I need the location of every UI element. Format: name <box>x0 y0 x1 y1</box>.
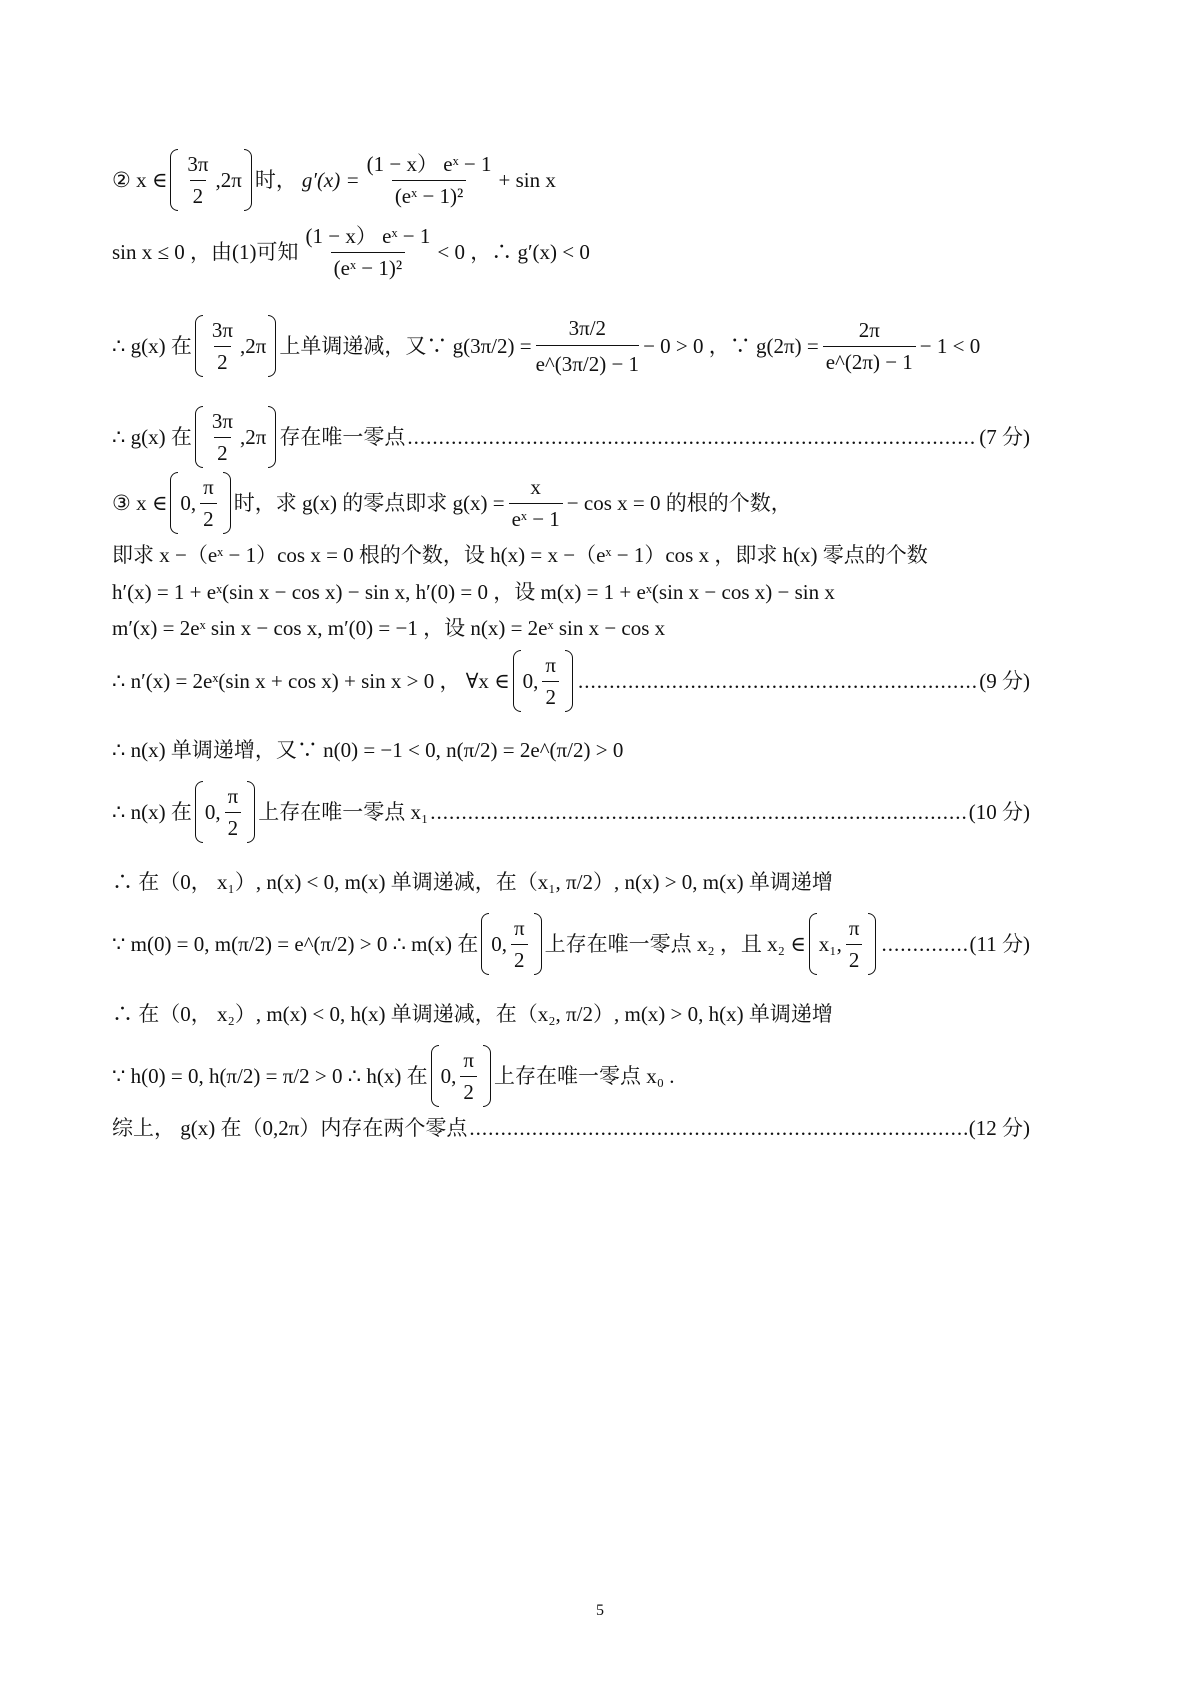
frac-num: π <box>848 916 860 941</box>
frac-num: 2π <box>858 318 880 343</box>
frac-num: π <box>514 916 525 941</box>
interval-start: 0, <box>440 1063 457 1088</box>
frac-num: 3π <box>187 152 209 177</box>
frac-den: 2 <box>511 944 528 972</box>
line-3-a: ∴ g(x) 在 <box>112 333 192 358</box>
interval-end: ,2π <box>215 167 242 192</box>
line-4 <box>112 405 1030 469</box>
page-number: 5 <box>596 1602 604 1619</box>
line-15 <box>112 1044 1030 1108</box>
leader-dots <box>879 932 967 956</box>
line-13-b: 上存在唯一零点 x₂ ，且 x₂ ∈ <box>544 931 806 956</box>
interval-3pi2-2pi <box>195 315 276 377</box>
interval-end: ,2π <box>239 333 267 358</box>
line-11-a: ∴ n(x) 在 <box>112 799 192 824</box>
frac-den: (eˣ − 1)² <box>331 252 406 280</box>
line-12 <box>112 860 1030 904</box>
frac-num: π <box>203 475 214 500</box>
score-10: (10 分) <box>968 799 1030 824</box>
line-15-b: 上存在唯一零点 x₀ . <box>493 1063 675 1088</box>
line-15-a: ∵ h(0) = 0, h(π/2) = π/2 > 0 ∴ h(x) 在 <box>112 1063 428 1088</box>
interval-3pi2-2pi <box>170 149 251 211</box>
score-11: (11 分) <box>969 931 1030 956</box>
line-8-text: m′(x) = 2eˣ sin x − cos x, m′(0) = −1 ，设 n(x) = 2eˣ sin x − cos x <box>112 615 666 640</box>
frac-den: e^(3π/2) − 1 <box>536 345 639 376</box>
line-11-b: 上存在唯一零点 x₁ <box>258 799 429 824</box>
line-1-prefix: ② x ∈ <box>112 167 168 192</box>
frac-num: 3π/2 <box>568 316 607 341</box>
interval-0-pi2 <box>431 1045 491 1107</box>
line-12-text: ∴ 在（0， x₁）, n(x) < 0, m(x) 单调递减，在（x₁, π/2）, n(x) > 0, m(x) 单调递增 <box>112 869 833 894</box>
line-14-text: ∴ 在（0， x₂）, m(x) < 0, h(x) 单调递减，在（x₂, π/2）, m(x) > 0, h(x) 单调递增 <box>112 1001 833 1026</box>
interval-start: 0, <box>180 490 197 515</box>
frac-den: 2 <box>214 437 231 465</box>
line-14 <box>112 992 1030 1036</box>
line-7 <box>112 577 1030 607</box>
frac-den: 2 <box>214 346 231 374</box>
line-8 <box>112 613 1030 643</box>
frac-den: 2 <box>190 180 207 208</box>
frac-num: (1 − x） eˣ − 1 <box>305 224 431 249</box>
line-6-text: 即求 x −（eˣ − 1）cos x = 0 根的个数，设 h(x) = x −（eˣ − 1）cos x ，即求 h(x) 零点的个数 <box>112 542 928 567</box>
line-5-b: 时，求 g(x) 的零点即求 g(x) = <box>233 490 505 515</box>
line-3-c: − 0 > 0 ，∵ g(2π) = <box>643 333 819 358</box>
line-5 <box>112 472 1030 534</box>
score-7: (7 分) <box>979 424 1030 449</box>
line-11 <box>112 780 1030 844</box>
frac-den: 2 <box>460 1076 477 1104</box>
interval-3pi2-2pi <box>195 406 276 468</box>
line-4-a: ∴ g(x) 在 <box>112 424 192 449</box>
leader-dots <box>405 425 977 449</box>
line-2-b: < 0 ，∴ g′(x) < 0 <box>437 239 590 264</box>
lemma-fraction <box>303 224 434 279</box>
line-7-text: h′(x) = 1 + eˣ(sin x − cos x) − sin x, h′(0) = 0 ，设 m(x) = 1 + eˣ(sin x − cos x) − sin x <box>112 579 835 604</box>
line-1-tail: + sin x <box>498 167 556 192</box>
line-1-when: 时， <box>254 167 297 192</box>
line-2 <box>112 222 1030 282</box>
line-1-lhs: g′(x) = <box>301 167 360 192</box>
g-2pi-fraction <box>823 318 916 373</box>
line-3-d: − 1 < 0 <box>919 333 981 358</box>
score-9: (9 分) <box>979 668 1030 693</box>
line-6 <box>112 540 1030 570</box>
frac-den: 2 <box>200 503 217 531</box>
interval-0-pi2 <box>170 472 230 534</box>
frac-den: 2 <box>542 681 559 709</box>
derivative-fraction <box>364 152 495 207</box>
interval-start: x₁, <box>818 931 842 956</box>
frac-num: π <box>463 1048 474 1073</box>
line-9 <box>112 649 1030 713</box>
leader-dots <box>576 669 977 693</box>
line-5-a: ③ x ∈ <box>112 490 168 515</box>
line-3 <box>112 290 1030 402</box>
interval-start: 0, <box>204 799 221 824</box>
frac-den: e^(2π) − 1 <box>823 346 916 374</box>
line-9-a: ∴ n′(x) = 2eˣ(sin x + cos x) + sin x > 0 ， ∀x ∈ <box>112 668 510 693</box>
g-3pi2-fraction <box>536 316 639 375</box>
line-13-a: ∵ m(0) = 0, m(π/2) = e^(π/2) > 0 ∴ m(x) 在 <box>112 931 479 956</box>
line-16-a: 综上， g(x) 在（0,2π）内存在两个零点 <box>112 1115 468 1140</box>
frac-den: 2 <box>846 944 863 972</box>
frac-num: 3π <box>211 409 233 434</box>
interval-0-pi2 <box>481 913 541 975</box>
leader-dots <box>428 800 966 824</box>
frac-num: 3π <box>211 318 233 343</box>
frac-den: eˣ − 1 <box>509 503 563 531</box>
interval-0-pi2 <box>513 650 573 712</box>
frac-num: π <box>545 653 557 678</box>
interval-start: 0, <box>491 931 507 956</box>
frac-den: 2 <box>225 812 242 840</box>
line-10-text: ∴ n(x) 单调递增，又∵ n(0) = −1 < 0, n(π/2) = 2e^(π/2) > 0 <box>112 737 624 762</box>
interval-0-pi2 <box>195 781 255 843</box>
interval-start: 0, <box>522 668 539 693</box>
leader-dots <box>467 1116 966 1140</box>
line-3-b: 上单调递减，又∵ g(3π/2) = <box>279 333 532 358</box>
interval-end: ,2π <box>239 424 267 449</box>
frac-den: (eˣ − 1)² <box>392 180 467 208</box>
line-16 <box>112 1112 1030 1144</box>
g-fraction <box>509 475 563 530</box>
frac-num: π <box>227 784 239 809</box>
frac-num: (1 − x） eˣ − 1 <box>366 152 492 177</box>
score-12: (12 分) <box>968 1115 1030 1140</box>
line-1 <box>112 148 1030 212</box>
interval-x1-pi2 <box>809 913 877 975</box>
line-10 <box>112 728 1030 772</box>
frac-num: x <box>530 475 541 500</box>
line-13 <box>112 912 1030 976</box>
line-5-c: − cos x = 0 的根的个数， <box>566 490 792 515</box>
line-2-a: sin x ≤ 0 ，由(1)可知 <box>112 239 299 264</box>
line-4-b: 存在唯一零点 <box>279 424 406 449</box>
